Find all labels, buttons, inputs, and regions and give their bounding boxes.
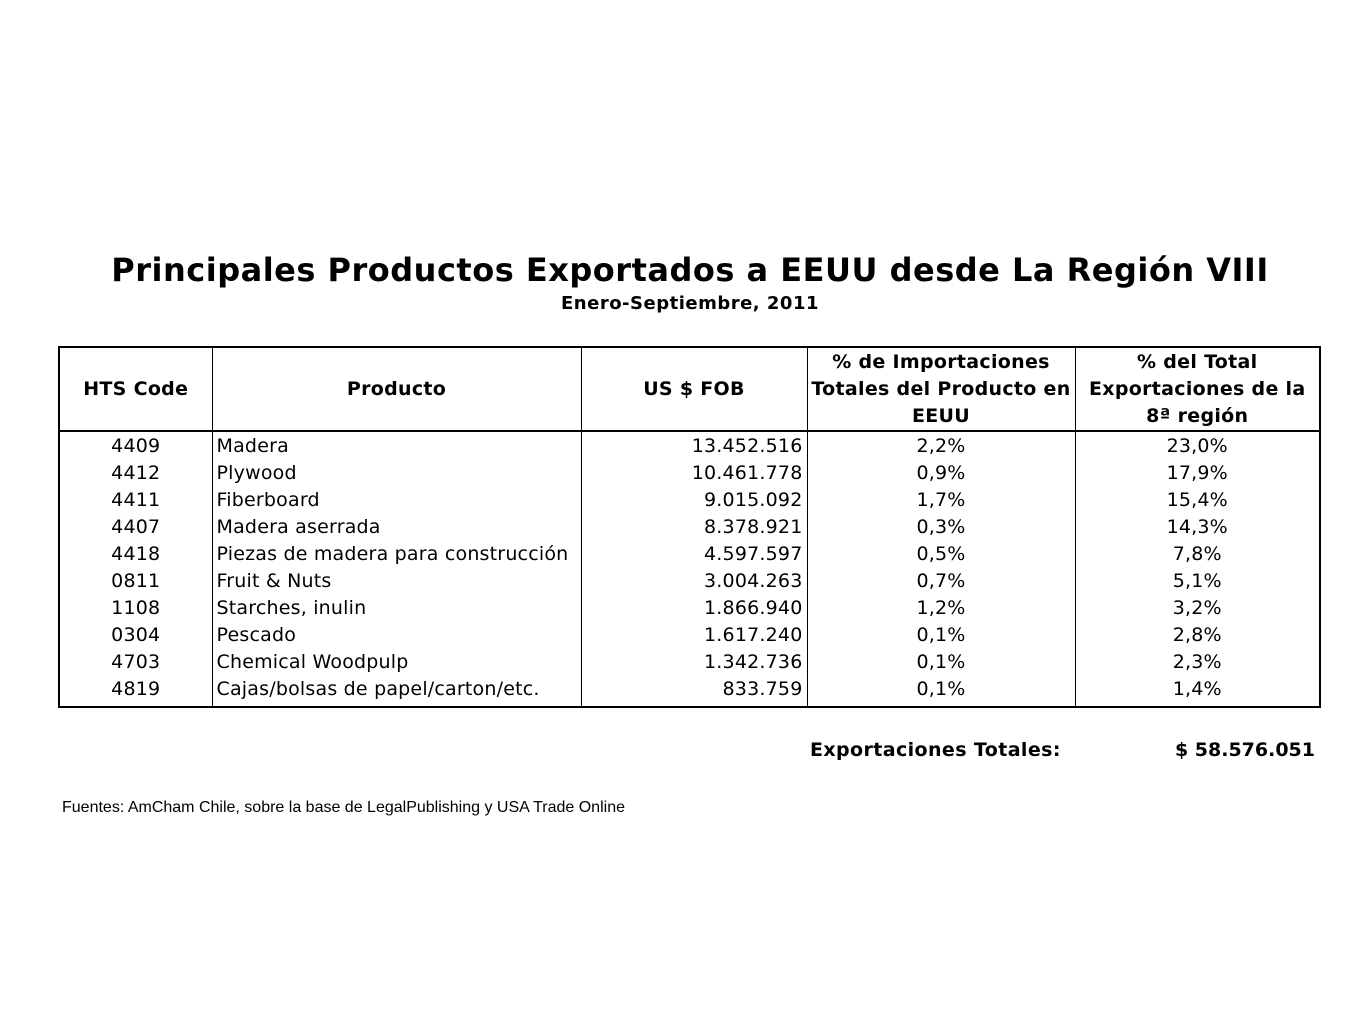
cell-hts-code: 4407 bbox=[59, 514, 212, 541]
cell-producto: Cajas/bolsas de papel/carton/etc. bbox=[212, 676, 581, 707]
table-row bbox=[59, 460, 1320, 487]
cell-pct-importaciones: 0,7% bbox=[807, 568, 1075, 595]
table-row bbox=[59, 514, 1320, 541]
header-pct-total-exportaciones: % del Total Exportaciones de la 8ª región bbox=[1075, 347, 1320, 431]
source-note: Fuentes: AmCham Chile, sobre la base de LegalPublishing y USA Trade Online bbox=[62, 799, 625, 816]
cell-us-fob: 3.004.263 bbox=[581, 568, 807, 595]
cell-hts-code: 1108 bbox=[59, 595, 212, 622]
header-producto: Producto bbox=[212, 347, 581, 431]
cell-producto: Starches, inulin bbox=[212, 595, 581, 622]
cell-pct-importaciones: 0,1% bbox=[807, 622, 1075, 649]
cell-pct-total: 3,2% bbox=[1075, 595, 1320, 622]
cell-hts-code: 0304 bbox=[59, 622, 212, 649]
table-row bbox=[59, 541, 1320, 568]
cell-pct-importaciones: 0,5% bbox=[807, 541, 1075, 568]
table-row bbox=[59, 431, 1320, 460]
cell-producto: Pescado bbox=[212, 622, 581, 649]
cell-pct-total: 2,3% bbox=[1075, 649, 1320, 676]
cell-pct-importaciones: 0,3% bbox=[807, 514, 1075, 541]
cell-pct-total: 17,9% bbox=[1075, 460, 1320, 487]
cell-us-fob: 1.617.240 bbox=[581, 622, 807, 649]
table-row bbox=[59, 622, 1320, 649]
cell-producto: Chemical Woodpulp bbox=[212, 649, 581, 676]
table-row bbox=[59, 568, 1320, 595]
cell-hts-code: 4418 bbox=[59, 541, 212, 568]
cell-pct-total: 1,4% bbox=[1075, 676, 1320, 707]
total-exports-label: Exportaciones Totales: bbox=[810, 739, 1061, 761]
cell-pct-importaciones: 2,2% bbox=[807, 431, 1075, 460]
cell-producto: Fiberboard bbox=[212, 487, 581, 514]
exports-table bbox=[58, 346, 1321, 708]
cell-pct-importaciones: 0,9% bbox=[807, 460, 1075, 487]
table-row bbox=[59, 649, 1320, 676]
cell-pct-importaciones: 1,7% bbox=[807, 487, 1075, 514]
cell-hts-code: 4409 bbox=[59, 431, 212, 460]
cell-pct-importaciones: 1,2% bbox=[807, 595, 1075, 622]
table-row bbox=[59, 595, 1320, 622]
header-hts-code: HTS Code bbox=[59, 347, 212, 431]
header-pct-importaciones: % de Importaciones Totales del Producto en EEUU bbox=[807, 347, 1075, 431]
cell-producto: Madera bbox=[212, 431, 581, 460]
table-row bbox=[59, 487, 1320, 514]
header-us-fob: US $ FOB bbox=[581, 347, 807, 431]
cell-pct-total: 7,8% bbox=[1075, 541, 1320, 568]
cell-producto: Madera aserrada bbox=[212, 514, 581, 541]
cell-us-fob: 4.597.597 bbox=[581, 541, 807, 568]
cell-pct-total: 15,4% bbox=[1075, 487, 1320, 514]
cell-pct-total: 14,3% bbox=[1075, 514, 1320, 541]
cell-producto: Plywood bbox=[212, 460, 581, 487]
cell-us-fob: 13.452.516 bbox=[581, 431, 807, 460]
cell-hts-code: 0811 bbox=[59, 568, 212, 595]
page-subtitle: Enero-Septiembre, 2011 bbox=[561, 293, 819, 314]
cell-us-fob: 10.461.778 bbox=[581, 460, 807, 487]
cell-pct-importaciones: 0,1% bbox=[807, 649, 1075, 676]
table-row bbox=[59, 676, 1320, 707]
page-title: Principales Productos Exportados a EEUU desde La Región VIII bbox=[111, 251, 1269, 289]
cell-us-fob: 8.378.921 bbox=[581, 514, 807, 541]
cell-us-fob: 9.015.092 bbox=[581, 487, 807, 514]
cell-us-fob: 833.759 bbox=[581, 676, 807, 707]
cell-pct-total: 5,1% bbox=[1075, 568, 1320, 595]
cell-pct-importaciones: 0,1% bbox=[807, 676, 1075, 707]
cell-pct-total: 2,8% bbox=[1075, 622, 1320, 649]
cell-producto: Piezas de madera para construcción bbox=[212, 541, 581, 568]
table-header-row bbox=[59, 347, 1320, 431]
cell-hts-code: 4703 bbox=[59, 649, 212, 676]
cell-us-fob: 1.342.736 bbox=[581, 649, 807, 676]
cell-hts-code: 4412 bbox=[59, 460, 212, 487]
total-exports-value: $ 58.576.051 bbox=[1174, 739, 1315, 761]
cell-hts-code: 4411 bbox=[59, 487, 212, 514]
cell-us-fob: 1.866.940 bbox=[581, 595, 807, 622]
cell-hts-code: 4819 bbox=[59, 676, 212, 707]
cell-producto: Fruit & Nuts bbox=[212, 568, 581, 595]
cell-pct-total: 23,0% bbox=[1075, 431, 1320, 460]
